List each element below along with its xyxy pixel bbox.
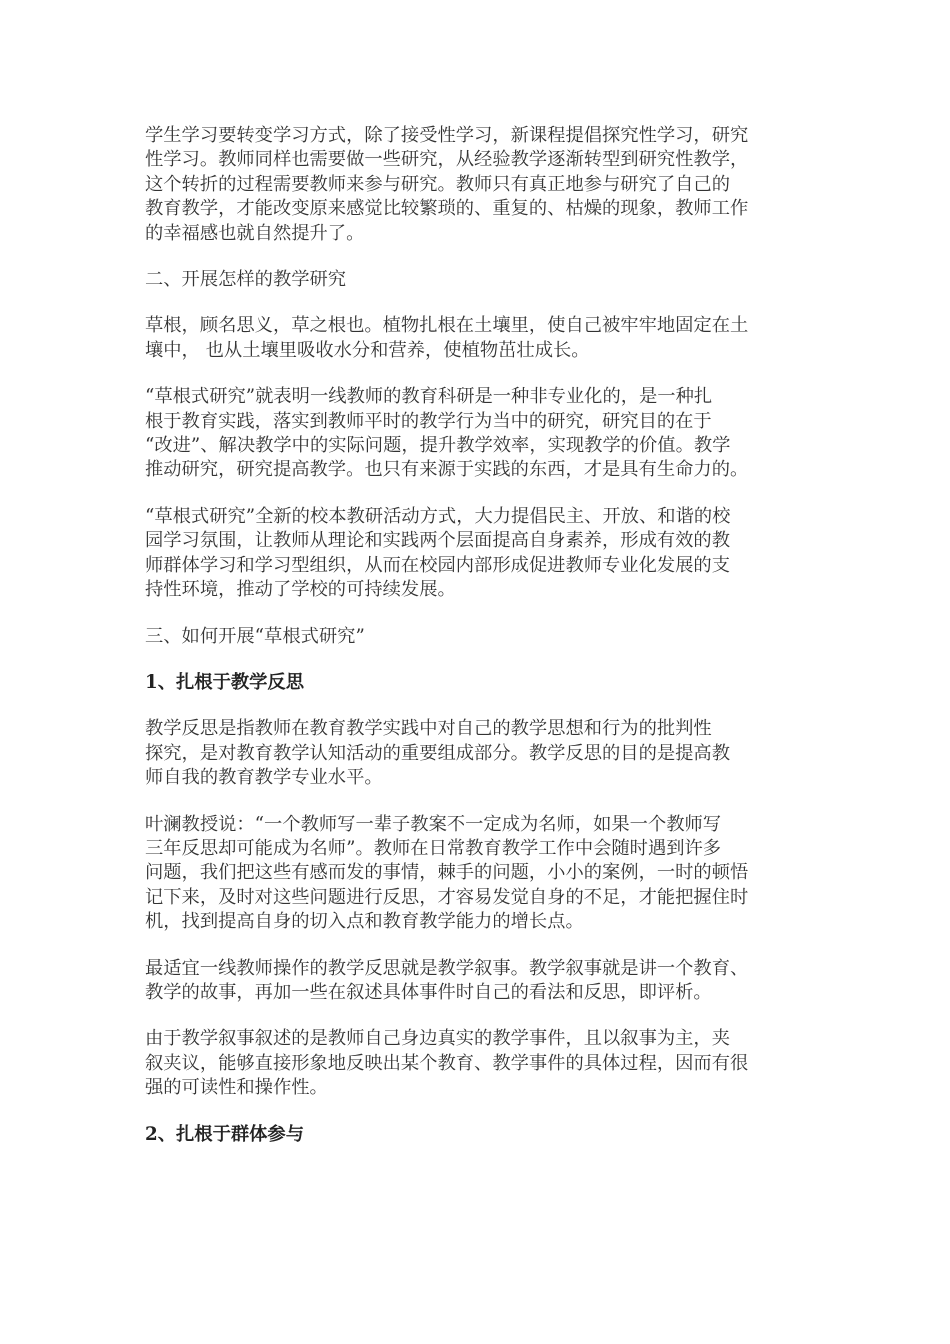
subheading-1: [145, 671, 825, 695]
text-line: 机，找到提高自身的切入点和教育教学能力的增长点。: [145, 911, 584, 933]
heading-text: 2、扎根于群体参与: [145, 1123, 304, 1145]
text-line: 推动研究，研究提高教学。也只有来源于实践的东西，才是具有生命力的。: [145, 459, 749, 481]
text-line: 草根，顾名思义，草之根也。植物扎根在土壤里，使自己被牢牢地固定在土: [145, 315, 749, 337]
heading-text: 二、开展怎样的教学研究: [145, 269, 347, 291]
text-line: 探究，是对教育教学认知活动的重要组成部分。教学反思的目的是提高教: [145, 742, 730, 764]
text-line: 问题，我们把这些有感而发的事情，棘手的问题，小小的案例，一时的顿悟: [145, 862, 749, 884]
text-line: 根于教育实践，落实到教师平时的教学行为当中的研究，研究目的在于: [145, 410, 712, 432]
text-line: 师群体学习和学习型组织，从而在校园内部形成促进教师专业化发展的支: [145, 554, 730, 576]
text-line: 的幸福感也就自然提升了。: [145, 222, 365, 244]
text-line: 最适宜一线教师操作的教学反思就是教学叙事。教学叙事就是讲一个教育、: [145, 957, 749, 979]
text-line: “草根式研究”就表明一线教师的教育科研是一种非专业化的，是一种扎: [145, 386, 713, 408]
paragraph-grassroots-meaning: [145, 314, 825, 363]
text-line: 教学的故事，再加一些在叙述具体事件时自己的看法和反思，即评析。: [145, 981, 712, 1003]
text-line: 壤中， 也从土壤里吸收水分和营养，使植物茁壮成长。: [145, 339, 590, 361]
text-line: 记下来，及时对这些问题进行反思，才容易发觉自身的不足，才能把握住时: [145, 886, 749, 908]
paragraph-reflection-definition: [145, 717, 825, 790]
text-line: “改进”、解决教学中的实际问题，提升教学效率，实现教学的价值。教学: [145, 435, 731, 457]
paragraph-grassroots-research-mode: [145, 505, 825, 603]
text-line: 持性环境，推动了学校的可持续发展。: [145, 579, 456, 601]
paragraph-teacher-research: [145, 124, 825, 246]
text-line: 园学习氛围，让教师从理论和实践两个层面提高自身素养，形成有效的教: [145, 530, 730, 552]
heading-text: 1、扎根于教学反思: [145, 671, 304, 693]
text-line: “草根式研究”全新的校本教研活动方式，大力提倡民主、开放、和谐的校: [145, 505, 731, 527]
section-heading-3: [145, 625, 825, 649]
heading-text: 三、如何开展“草根式研究”: [145, 625, 365, 647]
section-heading-2: [145, 268, 825, 292]
text-line: 教学反思是指教师在教育教学实践中对自己的教学思想和行为的批判性: [145, 718, 712, 740]
paragraph-teaching-narrative: [145, 957, 825, 1006]
text-line: 学生学习要转变学习方式，除了接受性学习，新课程提倡探究性学习，研究: [145, 125, 749, 146]
text-line: 性学习。教师同样也需要做一些研究，从经验教学逐渐转型到研究性教学，: [145, 149, 749, 171]
paragraph-ye-lan-quote: [145, 813, 825, 935]
paragraph-grassroots-research-definition: [145, 385, 825, 483]
text-line: 强的可读性和操作性。: [145, 1077, 328, 1099]
text-line: 师自我的教育教学专业水平。: [145, 767, 383, 789]
text-line: 三年反思却可能成为名师”。教师在日常教育教学工作中会随时遇到许多: [145, 837, 722, 859]
subheading-2: [145, 1123, 825, 1147]
paragraph-narrative-benefits: [145, 1027, 825, 1100]
text-line: 叶澜教授说：“一个教师写一辈子教案不一定成为名师，如果一个教师写: [145, 813, 722, 835]
text-line: 这个转折的过程需要教师来参与研究。教师只有真正地参与研究了自己的: [145, 173, 730, 195]
text-line: 教育教学，才能改变原来感觉比较繁琐的、重复的、枯燥的现象，教师工作: [145, 198, 749, 220]
text-line: 叙夹议，能够直接形象地反映出某个教育、教学事件的具体过程，因而有很: [145, 1052, 749, 1074]
text-line: 由于教学叙事叙述的是教师自己身边真实的教学事件，且以叙事为主，夹: [145, 1028, 730, 1050]
document-body: [145, 124, 825, 1169]
